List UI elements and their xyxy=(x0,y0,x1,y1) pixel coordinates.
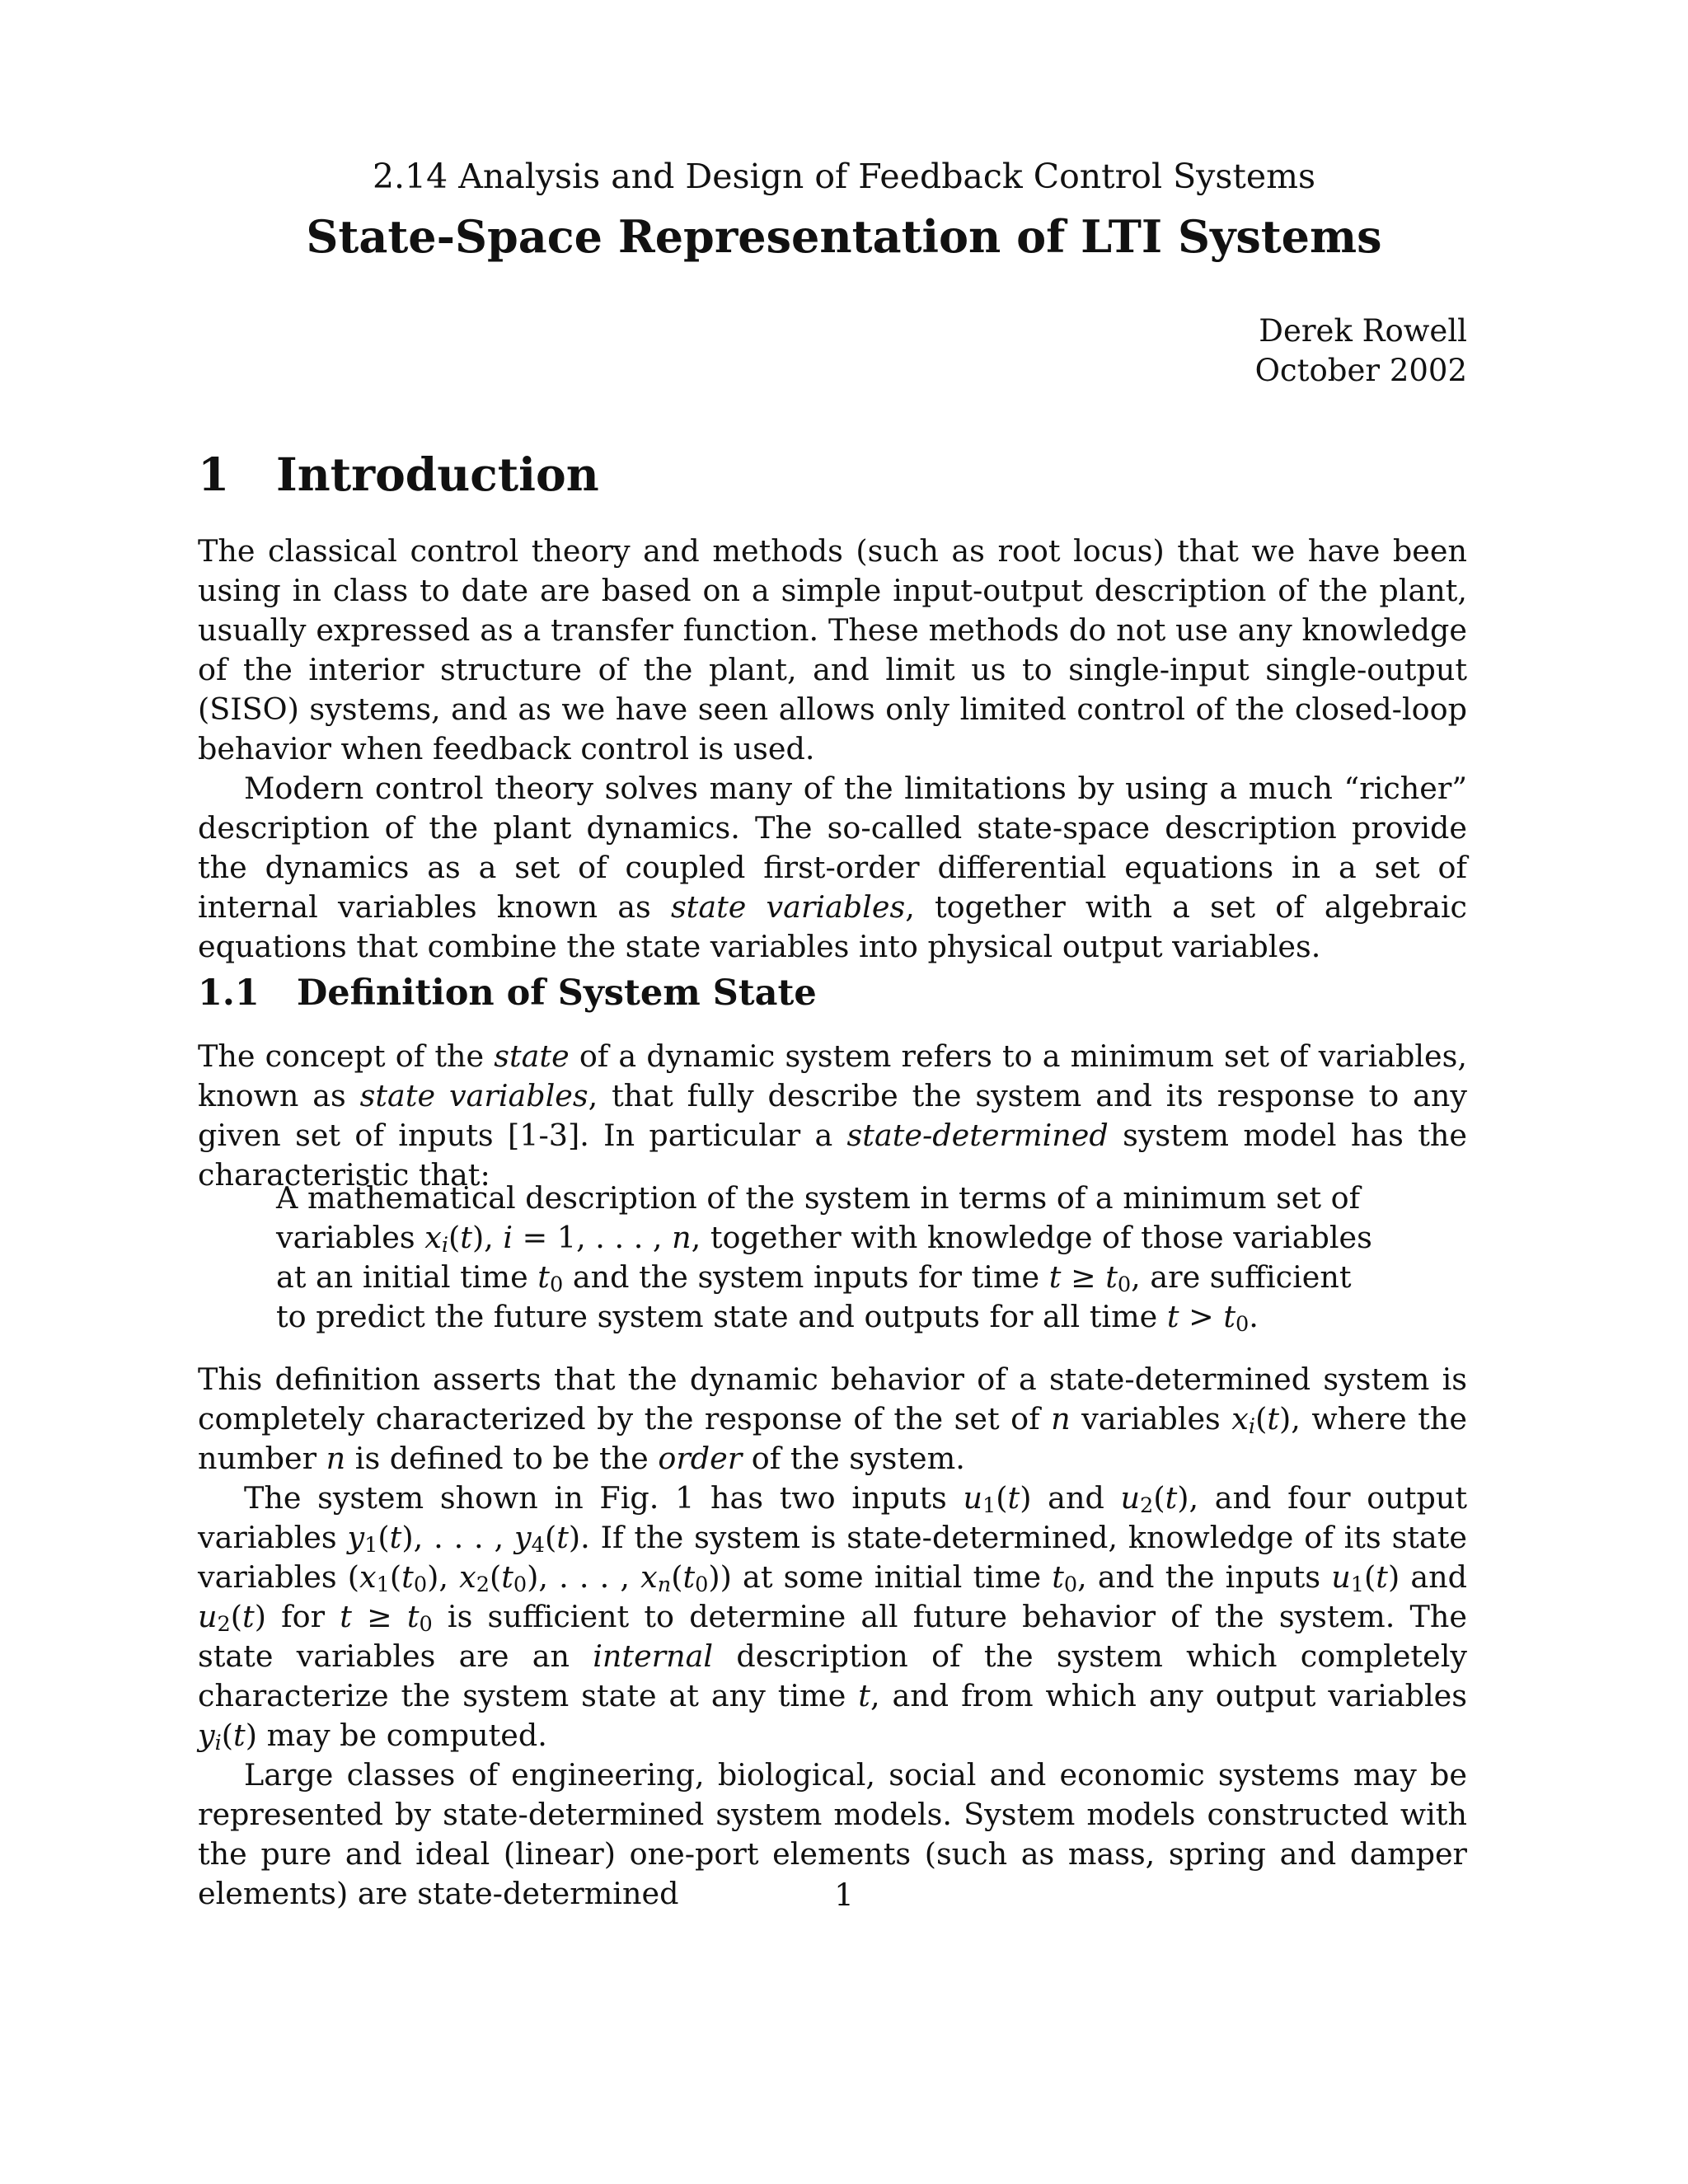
document-title: State-Space Representation of LTI Systems xyxy=(306,210,1382,263)
paragraph: This definition asserts that the dynamic behavior of a state-determined system is completely characterized by the response of the set of n variables $x_i(t)$, where the number n is defined to be the order of the system. xyxy=(198,1361,1468,1476)
definition-paragraph xyxy=(198,1037,1467,1195)
document-date: October 2002 xyxy=(1254,353,1467,388)
definition-body xyxy=(198,1360,1467,1914)
subsection-number: 1.1 xyxy=(198,972,260,1014)
section-number: 1 xyxy=(198,448,230,501)
subsection-heading-definition xyxy=(198,972,817,1014)
paragraph: The system shown in Fig. 1 has two inputs $u_1(t)$ and $u_2(t)$, and four output variables $y_1(t)$, . . . , $y_4(t)$. If the system is state-determined, knowledge of its state variables ($x_1(t_0)$, $x_2(t_0)$, . . . , $x_n(t_0)$) at some initial time $t_0$, and the inputs $u_1(t)$ and $u_2(t)$ for $t \ge t_0$ is sufficient to determine all future behavior of the system. The state variables are an internal description of the system which completely characterize the system state at any time t, and from which any output variables $y_i(t)$ may be computed. xyxy=(198,1480,1468,1756)
course-title: 2.14 Analysis and Design of Feedback Control Systems xyxy=(372,157,1316,196)
paragraph: The concept of the state of a dynamic system refers to a minimum set of variables, known as state variables, that fully describe the system and its response to any given set of inputs [1-3]. In particular a state-determined system model has the characteristic that: xyxy=(198,1038,1468,1193)
subsection-title: Definition of System State xyxy=(297,972,817,1014)
section-title: Introduction xyxy=(276,448,599,501)
paragraph: The classical control theory and methods (such as root locus) that we have been using in class to date are based on a simple input-output description of the plant, usually expressed as a transfer function. These methods do not use any knowledge of the interior structure of the plant, and limit us to single-input single-output (SISO) systems, and as we have seen allows only limited control of the closed-loop behavior when feedback control is used. xyxy=(198,533,1467,766)
section-heading-introduction xyxy=(198,448,599,501)
paragraph: Modern control theory solves many of the limitations by using a much “richer” description of the plant dynamics. The so-called state-space description provide the dynamics as a set of coupled first-order differential equations in a set of internal variables known as state variables, together with a set of algebraic equations that combine the state variables into physical output variables. xyxy=(198,771,1467,964)
quote-text: A mathematical description of the system in terms of a minimum set of variables $x_i(t)$, i = 1, . . . , n, together with knowledge of those variables at an initial time $t_0$ and the system inputs for time $t \ge t_0$, are sufficient to predict the future system state and outputs for all time $t > t_0$. xyxy=(276,1180,1372,1338)
paragraph: Large classes of engineering, biological, social and economic systems may be represented by state-determined system models. System models constructed with the pure and ideal (linear) one-port elements (such as mass, spring and damper elements) are state-determined xyxy=(198,1757,1467,1911)
definition-quote xyxy=(276,1179,1389,1337)
introduction-body xyxy=(198,532,1467,967)
page-number: 1 xyxy=(834,1877,854,1913)
author-name: Derek Rowell xyxy=(1259,313,1467,349)
